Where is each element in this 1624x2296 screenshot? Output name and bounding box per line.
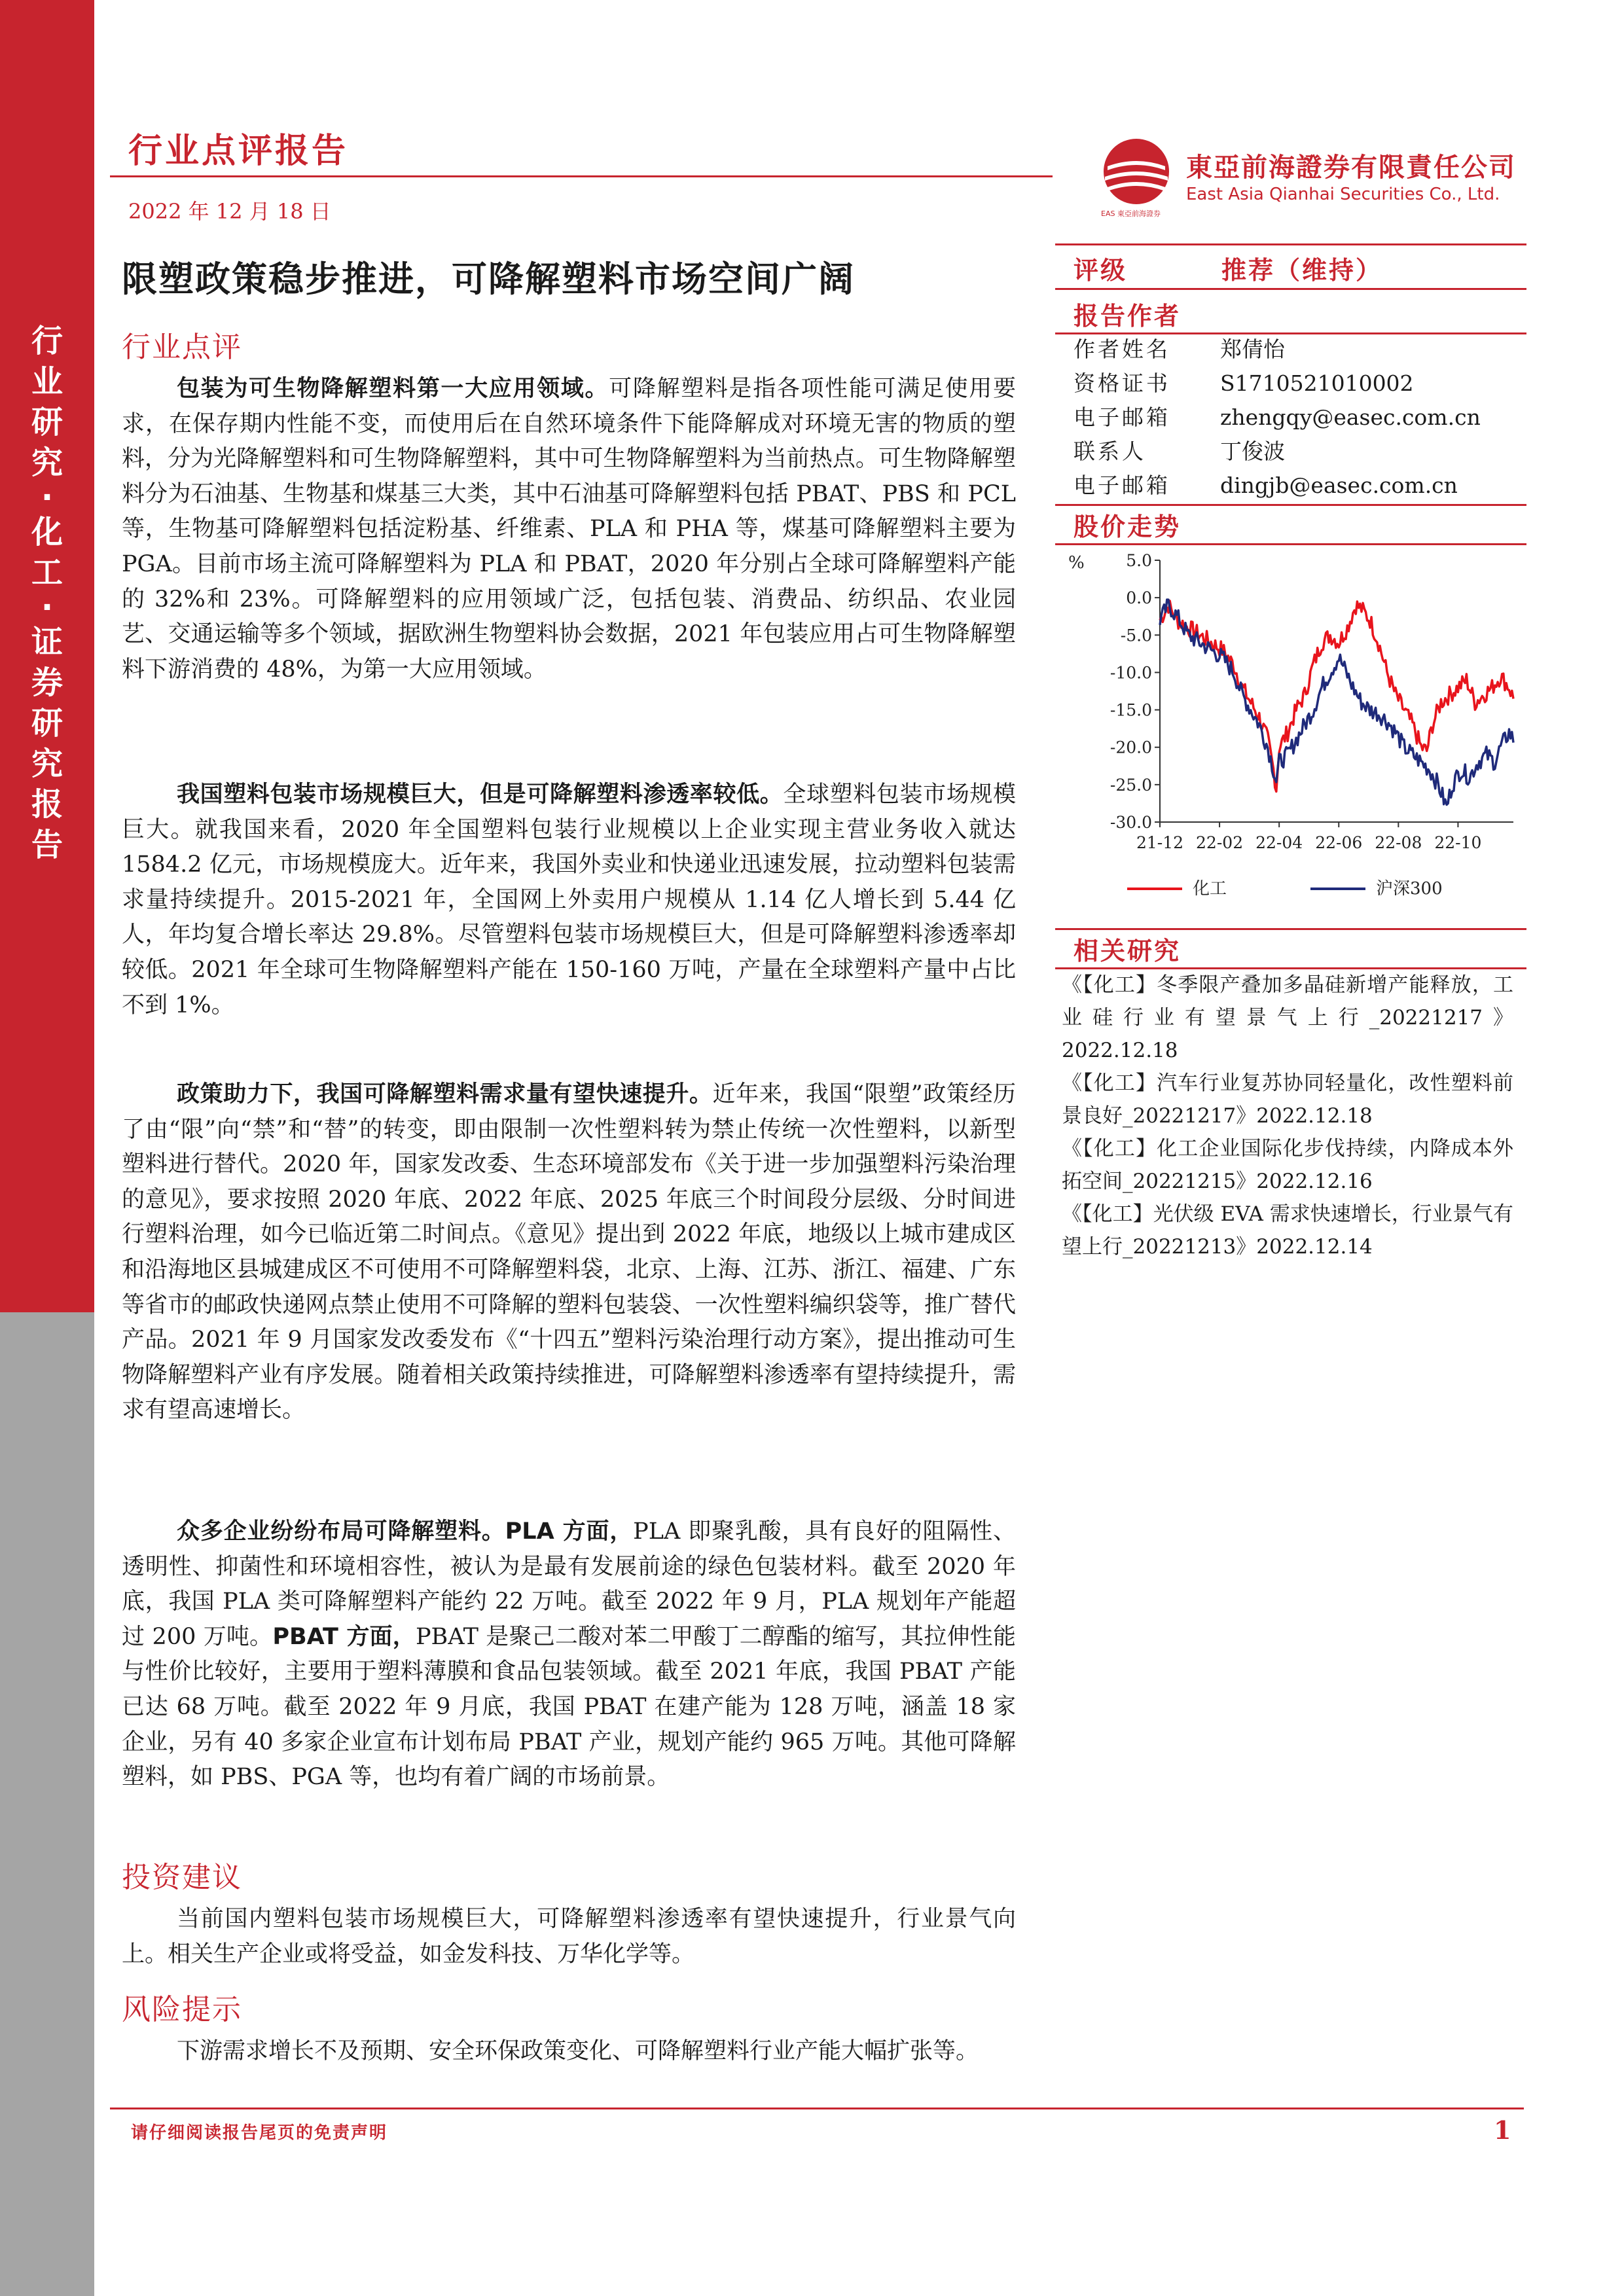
paragraph-lead: 政策助力下，我国可降解塑料需求量有望快速提升。	[177, 1081, 713, 1107]
invest-paragraph: 当前国内塑料包装市场规模巨大，可降解塑料渗透率有望快速提升，行业景气向上。相关生产企业或将受益，如金发科技、万华化学等。	[122, 1906, 1016, 1967]
x-tick-label: 21-12	[1136, 833, 1184, 852]
rating-value: 推荐（维持）	[1221, 256, 1383, 285]
sidebar-char: 化	[31, 514, 63, 550]
related-item[interactable]: 《【化工】冬季限产叠加多晶硅新增产能释放，工业硅行业有望景气上行_20221217》2022.12.18	[1062, 973, 1513, 1062]
related-top-rule	[1055, 928, 1526, 930]
risk-paragraph: 下游需求增长不及预期、安全环保政策变化、可降解塑料行业产能大幅扩张等。	[177, 2038, 979, 2064]
sidebar-char: ·	[41, 589, 54, 626]
paragraph-text: 全球塑料包装市场规模巨大。就我国来看，2020 年全国塑料包装行业规模以上企业实现主营业务收入就达 1584.2 亿元，市场规模庞大。近年来，我国外卖业和快递业迅速发展，拉动塑料包装需求量持续提升。2015-2021 年，全国网上外卖用户规模从 1.14 亿人增长到 5.44 亿人，年均复合增长率达 29.8%。尽管塑料包装市场规模巨大，但是可降解塑料渗透率却较低。2021 年全球可生物降解塑料产能在 150-160 万吨，产量在全球塑料产量中占比不到 1%。	[122, 781, 1016, 1018]
y-tick-label: -5.0	[1120, 626, 1152, 645]
paragraph-text: PBAT 是聚己二酸对苯二甲酸丁二醇酯的缩写，其拉伸性能与性价比较好，主要用于塑料薄膜和食品包装领域。截至 2021 年底，我国 PBAT 产能已达 68 万吨。截至 2022 年 9 月底，我国 PBAT 在建产能为 128 万吨，涵盖 18 家企业，另有 40 多家企业宣布计划布局 PBAT 产业，规划产能约 965 万吨。其他可降解塑料，如 PBS、PGA 等，也均有着广阔的市场前景。	[122, 1623, 1016, 1791]
author-row: 联系人 丁俊波	[1074, 439, 1285, 464]
disclaimer-note: 请仔细阅读报告尾页的免责声明	[131, 2123, 388, 2143]
sidebar-char: 研	[31, 705, 63, 742]
author-row: 电子邮箱 dingjb@easec.com.cn	[1074, 473, 1458, 498]
sidebar-char: 究	[31, 444, 63, 481]
sidebar-char: 究	[31, 745, 63, 782]
paragraph-text: 可降解塑料是指各项性能可满足使用要求，在保存期内性能不变，而使用后在自然环境条件下能降解成对环境无害的物质的塑料，分为光降解塑料和可生物降解塑料，其中可生物降解塑料为当前热点。可生物降解塑料分为石油基、生物基和煤基三大类，其中石油基可降解塑料包括 PBAT、PBS 和 PCL 等，生物基可降解塑料包括淀粉基、纤维素、PLA 和 PHA 等，煤基可降解塑料主要为 PGA。目前市场主流可降解塑料为 PLA 和 PBAT，2020 年分别占全球可降解塑料产能的 32%和 23%。可降解塑料的应用领域广泛，包括包装、消费品、纺织品、农业园艺、交通运输等多个领域，据欧洲生物塑料协会数据，2021 年包装应用占可生物降解塑料下游消费的 48%，为第一大应用领域。	[122, 376, 1016, 683]
y-tick-label: 5.0	[1126, 551, 1152, 570]
rating-top-rule	[1055, 243, 1526, 245]
chart-heading-rule	[1055, 543, 1526, 545]
pbat-lead: PBAT 方面，	[272, 1623, 416, 1650]
report-title: 限塑政策稳步推进，可降解塑料市场空间广阔	[122, 259, 855, 300]
header-divider	[110, 175, 1053, 177]
section-heading-risk: 风险提示	[122, 1993, 242, 2026]
section-heading-review: 行业点评	[122, 331, 242, 364]
author-info	[1074, 332, 1481, 503]
sidebar-char: 报	[31, 786, 63, 823]
stock-price-chart	[1055, 547, 1526, 914]
paragraph-4	[122, 1515, 1016, 1795]
company-logo-icon	[1100, 136, 1173, 209]
paragraph-lead: 我国塑料包装市场规模巨大，但是可降解塑料渗透率较低。	[177, 781, 784, 808]
y-tick-label: -20.0	[1110, 738, 1152, 757]
authors-heading: 报告作者	[1074, 302, 1182, 331]
legend-label: 沪深300	[1376, 879, 1443, 899]
series-line-csi300	[1160, 600, 1513, 804]
sidebar-char: 证	[31, 624, 63, 660]
company-name-en: East Asia Qianhai Securities Co., Ltd.	[1186, 185, 1500, 204]
series-line-chemical	[1160, 601, 1513, 791]
footer-divider	[110, 2108, 1524, 2109]
paragraph-text: PLA 即聚乳酸，具有良好的阻隔性、透明性、抑菌性和环境相容性，被认为是最有发展前途的绿色包装材料。截至 2020 年底，我国 PLA 类可降解塑料产能约 22 万吨。截至 2022 年 9 月，PLA 规划年产能超过 200 万吨。	[122, 1518, 1016, 1650]
pla-lead: PLA 方面，	[505, 1518, 634, 1545]
sidebar-char: ·	[41, 479, 54, 516]
paragraph-lead: 众多企业纷纷布局可降解塑料。	[177, 1518, 505, 1545]
related-research-list	[1062, 969, 1513, 1263]
page-number: 1	[1494, 2115, 1511, 2145]
author-row: 资格证书 S1710521010002	[1074, 370, 1414, 396]
x-tick-label: 22-10	[1434, 833, 1482, 852]
logo-caption: EAS 東亞前海證券	[1101, 209, 1161, 218]
sidebar-char: 研	[31, 404, 63, 440]
y-tick-label: -15.0	[1110, 700, 1152, 720]
y-tick-label: -10.0	[1110, 663, 1152, 683]
sidebar-band-lower	[0, 1312, 94, 2296]
paragraph-1	[122, 372, 1016, 687]
report-type: 行业点评报告	[128, 132, 349, 171]
x-tick-label: 22-02	[1196, 833, 1244, 852]
sidebar-char: 行	[31, 323, 63, 359]
sidebar-label	[0, 321, 94, 865]
author-row: 作者姓名 郑倩怡	[1074, 336, 1285, 362]
rating-label: 评级	[1074, 256, 1128, 285]
x-tick-label: 22-04	[1255, 833, 1303, 852]
sidebar-char: 工	[31, 554, 63, 591]
x-tick-label: 22-06	[1315, 833, 1363, 852]
sidebar-char: 券	[31, 664, 63, 701]
company-name-cn: 東亞前海證券有限責任公司	[1186, 152, 1516, 183]
paragraph-3	[122, 1077, 1016, 1428]
sidebar-char: 告	[31, 827, 63, 863]
y-axis-unit: %	[1068, 553, 1085, 573]
rating-bottom-rule	[1055, 288, 1526, 290]
related-heading: 相关研究	[1074, 937, 1182, 965]
section-heading-invest: 投资建议	[122, 1861, 242, 1894]
legend-label: 化工	[1193, 879, 1227, 899]
author-row: 电子邮箱 zhengqy@easec.com.cn	[1074, 404, 1481, 430]
y-tick-label: -25.0	[1110, 775, 1152, 795]
paragraph-text: 近年来，我国“限塑”政策经历了由“限”向“禁”和“替”的转变，即由限制一次性塑料转为禁止传统一次性塑料，以新型塑料进行替代。2020 年，国家发改委、生态环境部发布《关于进一步加强塑料污染治理的意见》，要求按照 2020 年底、2022 年底、2025 年底三个时间段分层级、分时间进行塑料治理，如今已临近第二时间点。《意见》提出到 2022 年底，地级以上城市建成区和沿海地区县城建成区不可使用不可降解塑料袋，北京、上海、江苏、浙江、福建、广东等省市的邮政快递网点禁止使用不可降解的塑料包装袋、一次性塑料编织袋等，推广替代产品。2021 年 9 月国家发改委发布《“十四五”塑料污染治理行动方案》，提出推动可生物降解塑料产业有序发展。随着相关政策持续推进，可降解塑料渗透率有望持续提升，需求有望高速增长。	[122, 1081, 1016, 1424]
y-tick-label: -30.0	[1110, 813, 1152, 832]
y-tick-label: 0.0	[1126, 588, 1152, 608]
x-tick-label: 22-08	[1375, 833, 1422, 852]
chart-top-rule	[1055, 504, 1526, 506]
chart-heading: 股价走势	[1074, 512, 1182, 541]
related-item[interactable]: 《【化工】化工企业国际化步伐持续，内降成本外拓空间_20221215》2022.12.16	[1062, 1137, 1513, 1193]
report-date: 2022 年 12 月 18 日	[128, 199, 331, 224]
related-item[interactable]: 《【化工】汽车行业复苏协同轻量化，改性塑料前景良好_20221217》2022.12.18	[1062, 1071, 1513, 1128]
related-item[interactable]: 《【化工】光伏级 EVA 需求快速增长，行业景气有望上行_20221213》2022.12.14	[1062, 1202, 1513, 1259]
paragraph-2	[122, 778, 1016, 1023]
sidebar-char: 业	[31, 363, 63, 400]
paragraph-lead: 包装为可生物降解塑料第一大应用领域。	[177, 376, 609, 402]
